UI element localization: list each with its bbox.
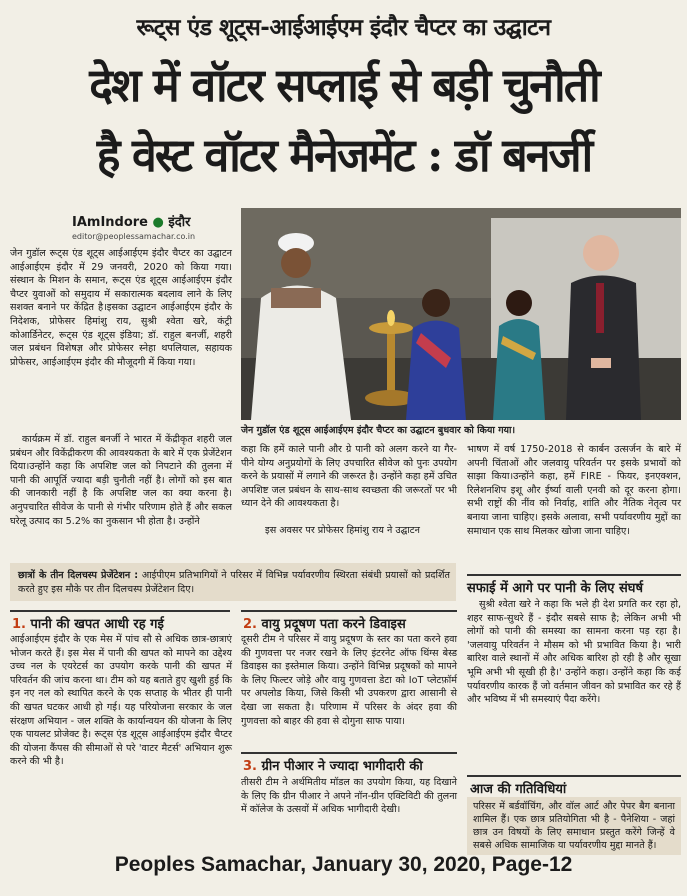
sec2-title: वायु प्रदूषण पता करने डिवाइस	[261, 617, 406, 632]
source-footer: Peoples Samachar, January 30, 2020, Page-12	[114, 853, 573, 876]
sec1-heading	[12, 614, 228, 632]
headline-line-2: है वेस्ट वॉटर मैनेजमेंट : डॉ बनर्जी	[96, 128, 592, 182]
sec2-text: दूसरी टीम ने परिसर में वायु प्रदूषण के स्तर का पता करने हवा की गुणवत्ता पर नजर रखने के लिए इंटरनेट ऑफ थिंग्स बेस्ड डिवाइस का इस्तेमाल किया। उन्होंने विभिन्न प्रदूषकों को मापने के लिए फिल्टर जोड़े और वायु गुणवत्ता डेटा को IoT प्लेटफ़ॉर्म पर अपलोड किया, जिसे किसी भी उपकरण द्वारा आसानी से देखा जा सकता है। परिणाम में परिसर के अंदर हवा की गुणवत्ता को बाहर की हवा से दोगुना साफ पाया।	[241, 634, 457, 727]
headline-line-1: देश में वॉटर सप्लाई से बड़ी चुनौती	[89, 58, 599, 112]
byline	[72, 212, 190, 230]
byline-dot-icon: ●	[152, 215, 164, 230]
sec3-text: तीसरी टीम ने अर्थमितीय मॉडल का उपयोग किया, यह दिखाने के लिए कि ग्रीन पीआर ने अपने नॉन-ग्रीन एक्टिविटी की तुलना में कॉलेज के उत्सवों में अधिक भागीदारी देखी।	[241, 777, 457, 816]
safai-title: सफाई में आगे पर पानी के लिए संघर्ष	[467, 581, 643, 596]
col1-para-2: कार्यक्रम में डॉ. राहुल बनर्जी ने भारत में केंद्रीकृत शहरी जल प्रबंधन और विकेंद्रीकरण की आवश्यकता के बारे में एक प्रेजेंटेशन दिया।उन्होंने कहा कि अपशिष्ट जल को निपटाने की तुलना में पानी की आपूर्ति ज्यादा बड़ी चुनौती नहीं है। लोगों को इस बात की जानकारी नहीं है कि अपशिष्ट जल का क्या करना है। अनुपचारित सीवेज के पानी से गंभीर परिणाम होते हैं और सकल घरेलू उत्पाद का 5.2% का नुकसान भी होता है। उन्होंने	[10, 434, 232, 527]
sec3-number: 3.	[243, 759, 257, 774]
presentations-text: आईपीएम प्रतिभागियों ने परिसर में विभिन्न पर्यावरणीय स्थिरता संबंधी प्रयासों को प्रदर्शित करते हुए इस मौके पर तीन दिलचस्प प्रेजेंटेशन दिए।	[18, 570, 450, 595]
col2-para-2: इस अवसर पर प्रोफेसर हिमांशु राय ने उद्घाटन	[265, 525, 420, 536]
sec3-heading	[243, 756, 457, 774]
presentations-title: छात्रों के तीन दिलचस्प प्रेजेंटेशन :	[18, 570, 139, 581]
sec1-text: आईआईएम इंदौर के एक मेस में पांच सौ से अधिक छात्र-छात्राएं भोजन करते हैं। इस मेस में पानी की खपत को मापने का उद्देश्य उच्च नल के एयरेटर्स का उपयोग करके पानी की खपत में परिवर्तन की जांच करना था। टीम को यह बताते हुए खुशी हुई कि इन नए नल को स्थापित करने के एक सप्ताह के भीतर ही पानी की खपत घटकर आधी हो गई। यह परियोजना सरकार के जल संरक्षण अभियान - जल शक्ति के कार्यान्वयन की योजना के लिए एक पायलट प्रोजेक्ट है। रूट्स एंड शूट्स आईआईएम इंदौर चैप्टर की योजना कैंपस की सीमाओं से परे 'वाटर मैटर्स' अभियान शुरू करने की भी है।	[10, 634, 232, 768]
sec3-title: ग्रीन पीआर ने ज्यादा भागीदारी की	[261, 759, 423, 774]
event-photo-illustration	[241, 208, 681, 420]
col3-para-1: भाषण में वर्ष 1750-2018 से कार्बन उत्सर्जन के बारे में अपनी चिंताओं और जलवायु परिवर्तन पर इसके प्रभावों को साझा किया।उन्होंने कहा, हमें FIRE - फियर, इनएक्शन, रिलेशनशिप इशू और ईर्ष्या वाली एनवी को दूर करना होगा। सभी राष्ट्रों की नींव को निर्वाह, शांति और नैतिक नेतृत्व पर बनाया जाना चाहिए। इसके अलावा, सभी पर्यावरणीय मुद्दों का समाधान एक साथ मिलकर खोजा जाना चाहिए।	[467, 444, 681, 537]
event-photo	[241, 208, 681, 420]
kicker: रूट्स एंड शूट्स-आईआईएम इंदौर चैप्टर का उद्घाटन	[136, 15, 551, 41]
byline-email: editor@peoplessamachar.co.in	[72, 232, 196, 241]
safai-top-rule	[467, 574, 681, 576]
sec2-number: 2.	[243, 617, 257, 632]
sec1-number: 1.	[12, 617, 26, 632]
sec2-top-rule	[241, 610, 457, 612]
byline-brand: IAmIndore	[72, 215, 149, 230]
activities-text: परिसर में बर्डवॉचिंग, और वॉल आर्ट और पेपर बैग बनाना शामिल हैं। एक छात्र प्रतियोगिता भी है - पैनेशिया - जहां छात्र उन विषयों के लिए समाधान प्रस्तुत करेंगे जिन्हें वे सबसे अधिक सामाजिक या पर्यावरणीय मुद्दा मानते हैं।	[467, 797, 681, 855]
sec3-top-rule	[241, 752, 457, 754]
photo-caption: जेन गुडॉल एंड शूट्स आईआईएम इंदौर चैप्टर का उद्घाटन बुधवार को किया गया।	[241, 425, 516, 436]
col1-para-1: जेन गुडॉल रूट्स एंड शूट्स आईआईएम इंदौर चैप्टर का उद्घाटन आईआईएम इंदौर में 29 जनवरी, 2020 को किया गया। संस्थान के मिशन के समान, रूट्स एंड शूट्स आईआईएम इंदौर चैप्टर युवाओं को समुदाय में सकारात्मक बदलाव लाने के लिए सशक्त बनाने पर केंद्रित है।इसका उद्घाटन आईआईएम इंदौर के निदेशक, प्रोफेसर हिमांशु राय, सुश्री श्वेता खरे, कंट्री कोआर्डिनेटर, रूट्स एंड शूट्स इंडिया; डॉ. राहुल बनर्जी, शहरी जल प्रबंधन विशेषज्ञ और प्रोफेसर स्नेहा थपलियाल, सहायक प्रोफेसर, आईआईएम इंदौर की मौजूदगी में किया गया।	[10, 248, 232, 368]
sec2-heading	[243, 614, 457, 632]
safai-text: सुश्री श्वेता खरे ने कहा कि भले ही देश प्रगति कर रहा हो, शहर साफ-सुथरे हैं - इंदौर सबसे साफ है; लेकिन अभी भी लोगों को पानी की समस्या का सामना करना पड़ रहा है। 'जलवायु परिवर्तन ने मौसम को भी प्रभावित किया है। भारी बारिश वाले स्थानों में और अधिक बारिश हो रही है और सूखा भूमि अभी भी सूखी ही है।' उन्होंने कहा। उन्होंने कहा कि कई पर्यावरणीय कारक हैं जो वर्तमान जीवन को प्रभावित कर रहे हैं और भविष्य में भी समस्याएं पैदा करेंगे।	[467, 599, 681, 706]
activities-top-rule	[467, 775, 681, 777]
sec1-top-rule	[10, 610, 230, 612]
sec1-title: पानी की खपत आधी रह गई	[30, 617, 164, 632]
activities-title: आज की गतिविधियां	[470, 782, 567, 797]
presentations-box	[10, 563, 456, 601]
byline-city: इंदौर	[168, 215, 191, 230]
col2-para-1: कहा कि हमें काले पानी और ग्रे पानी को अलग करने या गैर-पीने योग्य अनुप्रयोगों के लिए उपचारित सीवेज को पुनः उपयोग करने के प्रयासों में लगाने की जरूरत है। उन्होंने कहा हमें उचित अपशिष्ट जल प्रबंधन के साथ-साथ स्वच्छता की जरूरतों पर भी ध्यान देने की आवश्यकता है।	[241, 444, 457, 510]
